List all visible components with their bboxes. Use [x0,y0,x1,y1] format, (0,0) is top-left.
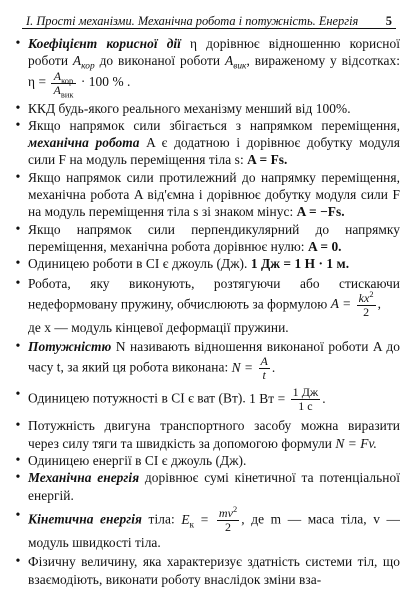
item-text: , вираженому у відсотках: [246,53,400,69]
item-text: Робота, яку виконують, розтягуючи або стискаючи недеформовану пружину, обчислюють за формулою [28,275,400,312]
var-a-vyk: $A_{вик}$ [224,53,247,72]
item-text: ККД будь-якого реального механізму менший від 100%. [28,100,351,116]
item-text: Якщо напрямок сили протилежний до напрямку переміщення, механічна робота A від'ємна і дорівнює добутку модуля сили F на модуль переміщення тіла s зі знаком мінус: [28,169,400,220]
list-item-positive-work [10,117,400,169]
item-text: A є додатною і дорівнює добутку модуля сили F на модуль переміщення тіла s: [28,135,400,168]
list-item-zero-work [10,221,400,256]
term-mechanical-work: механічна робота [28,135,140,151]
item-text: Одиницею потужності в СІ є ват (Вт). [28,391,250,407]
power-fraction: $\frac{A}{t}$ [260,354,268,383]
item-text: де x — модуль кінцевої деформації пружини. [28,319,289,335]
list-item-spring-work [10,275,400,337]
page-number: 5 [385,14,392,28]
term-power: Потужністю [28,339,112,355]
spring-fraction: $\frac{kx^2}{2}$ [358,289,374,319]
term-efficiency: Коефіцієнт корисної дії [28,36,181,51]
watt-formula: 1 Вт = $\frac{1 Дж}{1 с}$ . [249,385,326,414]
bullet: • [15,418,21,434]
list-item-potential-energy [10,553,400,588]
term-mechanical-energy: Механічна енергія [28,470,140,486]
formula-work: A = Fs. [247,152,288,168]
item-text: тіла: [141,511,182,527]
list-item-power-unit [10,386,400,413]
watt-fraction: $\frac{1 Дж}{1 с}$ [292,385,319,414]
bullet: • [15,36,21,51]
bullet: • [15,221,21,237]
item-text: Потужність двигуна транспортного засобу можна виразити через силу тяги та швидкість за допомогою формули [28,418,400,451]
list-item-efficiency-limit [10,100,400,117]
bullet: • [15,100,21,116]
efficiency-fraction: $\frac{A_{кор}}{A_{вик}}$ [53,68,74,99]
header-title: I. Прості механізми. Механічна робота і потужність. Енергія [26,14,359,28]
power-formula: N = $\frac{A}{t}$ . [231,354,276,383]
bullet: • [15,256,21,272]
item-text: до виконаної роботи [94,53,225,69]
formula-joule: 1 Дж = 1 Н · 1 м. [250,256,350,272]
item-text: , де m — маса тіла, v — модуль швидкості тіла. [28,511,400,550]
kinetic-formula: $E_к$ = $\frac{mv^2}{2}$ [181,504,238,534]
list-item-mechanical-energy [10,469,400,504]
bullet: • [15,339,21,355]
list-item-efficiency [10,35,400,97]
term-kinetic-energy: Кінетична енергія [28,511,142,527]
list-item-kinetic-energy [10,504,400,551]
page-content [10,35,400,588]
item-text: дорівнює сумі кінетичної та потенціальної енергій. [28,470,400,503]
list-item-vehicle-power [10,417,400,452]
item-text: η дорівнює відношенню корисної роботи [28,36,400,69]
running-header [22,6,396,29]
var-a-kor: $A_{кор}$ [72,53,95,72]
item-text: Якщо напрямок сили перпендикулярний до напрямку переміщення, механічна робота дорівнює нулю: [28,221,400,254]
item-text: Одиницею енергії в СІ є джоуль (Дж). [28,453,247,469]
bullet: • [15,470,21,486]
bullet: • [15,117,21,133]
list-item-energy-unit [10,452,400,469]
bullet: • [15,275,21,291]
item-text: Фізичну величину, яка характеризує здатність системи тіл, що взаємодіють, виконати роботу внаслідок зміни вза- [28,554,400,587]
list-item-work-unit [10,255,400,272]
item-text: N називають відношення виконаної роботи A до часу t, за який ця робота виконана: [28,339,400,376]
formula-power-velocity: N = Fv. [335,435,377,451]
list-item-power [10,338,400,382]
spring-formula: A = $\frac{kx^2}{2}$ , [330,289,382,319]
bullet: • [15,169,21,185]
item-text: Якщо напрямок сили збігається з напрямком переміщення, [28,117,400,133]
bullet: • [15,453,21,469]
list-item-negative-work [10,169,400,221]
efficiency-formula: η = $\frac{A_{кор}}{A_{вик}}$ · 100 % . [28,68,131,99]
kinetic-fraction: $\frac{mv^2}{2}$ [218,504,238,534]
formula-negative-work: A = −Fs. [296,204,345,220]
bullet: • [15,387,21,403]
item-text: Одиницею роботи в СІ є джоуль (Дж). [28,256,251,272]
bullet: • [15,507,21,523]
bullet: • [15,554,21,570]
formula-zero-work: A = 0. [307,238,342,254]
